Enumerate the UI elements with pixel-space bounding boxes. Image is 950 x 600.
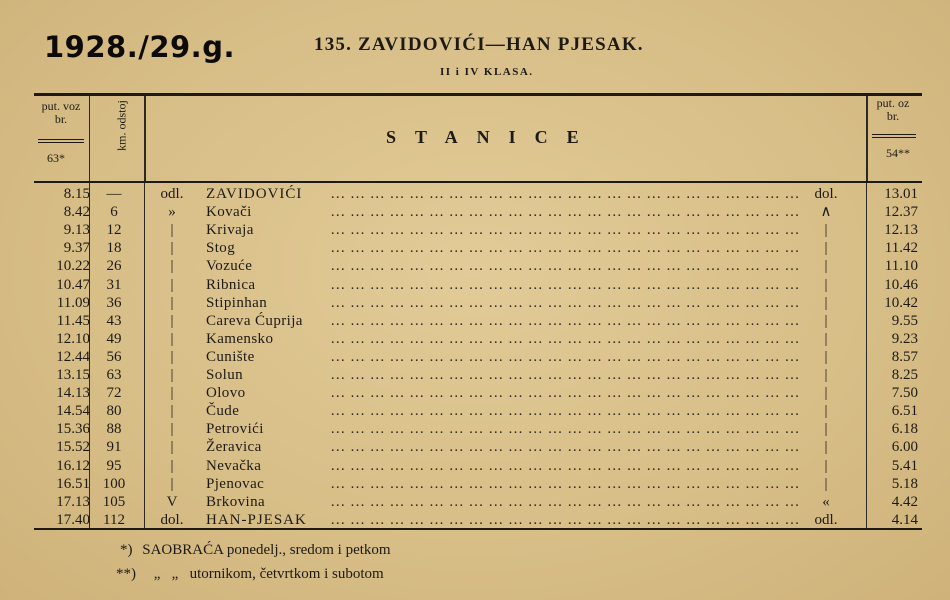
leader-dots: … … … … … … … … … … … … … … … … … … … … … … … … [330,240,800,257]
right-train-rule-2 [872,137,916,138]
return-mark: | [824,475,828,492]
leader-dots: … … … … … … … … … … … … … … … … … … … … … … … … [330,421,800,438]
departure-time: 17.40 [56,511,90,528]
header-divider-1 [89,96,90,181]
return-time: 9.23 [891,330,918,347]
km-distance: 63 [106,367,122,383]
km-distance: 100 [102,475,126,492]
km-distance: 36 [106,294,122,311]
departure-mark: | [170,385,174,402]
departure-time: 17.13 [56,493,90,510]
return-time: 11.42 [884,240,918,257]
leader-dots: … … … … … … … … … … … … … … … … … … … … … … … … [330,276,800,293]
station-name: Vozuće [206,258,253,275]
station-name: Krivaja [206,222,254,239]
class-subtitle: II i IV KLASA. [440,66,534,78]
stations-heading: STANICE [386,127,598,147]
departure-mark: | [170,222,174,239]
departure-mark: | [170,421,174,438]
left-train-rule-2 [38,142,84,143]
return-mark: | [824,348,828,365]
leader-dots: … … … … … … … … … … … … … … … … … … … … … … … … [330,348,800,365]
footnote-1-text: SAOBRAĆA ponedelj., sredom i petkom [142,542,391,558]
timetable-row [0,294,950,312]
km-distance: 56 [106,348,122,365]
return-time: 12.13 [884,222,918,239]
leader-dots: … … … … … … … … … … … … … … … … … … … … … … … … [330,511,800,528]
timetable-row [0,475,950,493]
km-distance: 112 [103,511,125,528]
departure-time: 15.52 [56,439,90,456]
timetable-row [0,185,950,203]
right-train-number: 54** [886,146,910,160]
departure-mark: | [170,294,174,311]
departure-time: 10.47 [56,276,90,293]
return-mark: ∧ [820,204,832,221]
leader-dots: … … … … … … … … … … … … … … … … … … … … … … … … [330,294,800,311]
left-train-rule [38,139,84,140]
departure-mark: | [170,276,174,293]
return-mark: | [824,330,828,347]
return-mark: | [824,457,828,474]
leader-dots: … … … … … … … … … … … … … … … … … … … … … … … … [330,258,800,275]
timetable-row [0,348,950,366]
departure-time: 12.44 [56,348,90,365]
station-name: Olovo [206,385,246,402]
station-name: Kovači [206,204,252,221]
departure-mark: | [170,258,174,275]
timetable-row [0,330,950,348]
departure-mark: | [170,367,174,383]
departure-time: 8.42 [63,204,90,221]
departure-time: 12.10 [56,330,90,347]
km-distance: 72 [106,385,122,402]
km-distance: 95 [106,457,122,474]
return-time: 8.25 [891,367,918,383]
timetable-row [0,366,950,384]
departure-mark: » [168,204,176,221]
timetable-row [0,511,950,529]
station-name: Ribnica [206,276,256,293]
return-time: 6.18 [891,421,918,438]
timetable-row [0,203,950,221]
leader-dots: … … … … … … … … … … … … … … … … … … … … … … … … [330,439,800,456]
departure-time: 14.13 [56,385,90,402]
header-divider-3 [866,96,868,181]
station-name: Petrovići [206,421,264,438]
leader-dots: … … … … … … … … … … … … … … … … … … … … … … … … [330,457,800,474]
leader-dots: … … … … … … … … … … … … … … … … … … … … … … … … [330,312,800,329]
return-time: 6.00 [891,439,918,456]
return-time: 13.01 [884,186,918,202]
km-distance: 88 [106,421,122,438]
departure-time: 16.51 [56,475,90,492]
return-time: 5.41 [891,457,918,474]
timetable-row [0,276,950,294]
timetable-row [0,221,950,239]
departure-mark: V [166,493,178,510]
leader-dots: … … … … … … … … … … … … … … … … … … … … … … … … [330,204,800,221]
leader-dots: … … … … … … … … … … … … … … … … … … … … … … … … [330,222,800,239]
return-mark: | [824,385,828,402]
departure-mark: dol. [160,511,184,528]
return-time: 10.42 [884,294,918,311]
return-mark: dol. [814,186,838,202]
km-distance: 105 [102,493,126,510]
km-distance: 6 [110,204,118,221]
return-mark: | [824,312,828,329]
timetable-title: 135. ZAVIDOVIĆI—HAN PJESAK. [314,34,644,55]
return-mark: | [824,439,828,456]
departure-mark: | [170,439,174,456]
departure-time: 11.09 [56,294,90,311]
return-mark: | [824,403,828,420]
return-time: 4.42 [891,493,918,510]
return-time: 6.51 [891,403,918,420]
station-name: Stog [206,240,236,257]
return-mark: « [822,493,830,510]
return-time: 11.10 [884,258,918,275]
km-distance: — [106,186,122,202]
departure-time: 11.45 [56,312,90,329]
departure-time: 16.12 [56,457,90,474]
departure-time: 14.54 [56,403,90,420]
km-distance: 18 [106,240,122,257]
departure-time: 8.15 [63,186,90,202]
km-distance-label: km. odstoj [114,100,129,151]
departure-mark: | [170,403,174,420]
departure-time: 9.13 [63,222,90,239]
departure-mark: | [170,240,174,257]
leader-dots: … … … … … … … … … … … … … … … … … … … … … … … … [330,493,800,510]
return-mark: | [824,421,828,438]
departure-mark: odl. [160,186,184,202]
departure-mark: | [170,348,174,365]
timetable-row [0,312,950,330]
station-name: Solun [206,367,244,383]
departure-mark: | [170,475,174,492]
leader-dots: … … … … … … … … … … … … … … … … … … … … … … … … [330,330,800,347]
footnote-1-marker: *) [120,542,133,558]
departure-mark: | [170,330,174,347]
leader-dots: … … … … … … … … … … … … … … … … … … … … … … … … [330,186,800,202]
station-name: Careva Ćuprija [206,312,303,329]
timetable-row [0,384,950,402]
station-name: Cunište [206,348,255,365]
leader-dots: … … … … … … … … … … … … … … … … … … … … … … … … [330,403,800,420]
return-mark: | [824,222,828,239]
return-time: 9.55 [891,312,918,329]
station-name: Kamensko [206,330,274,347]
timetable-row [0,402,950,420]
return-mark: odl. [814,511,838,528]
timetable-row [0,420,950,438]
km-distance: 12 [106,222,122,239]
return-time: 10.46 [884,276,918,293]
station-name: Pjenovac [206,475,265,492]
return-time: 7.50 [891,385,918,402]
leader-dots: … … … … … … … … … … … … … … … … … … … … … … … … [330,367,800,383]
left-train-label: put. voz br. [41,99,81,126]
return-mark: | [824,240,828,257]
station-name: Nevačka [206,457,262,474]
header-top-rule [34,93,922,96]
departure-mark: | [170,312,174,329]
timetable-row [0,438,950,456]
station-name: ZAVIDOVIĆI [206,186,303,202]
station-name: Čude [206,403,240,420]
return-time: 5.18 [891,475,918,492]
footnote-2-marker: **) [116,566,136,582]
right-train-rule [872,134,916,135]
km-distance: 91 [106,439,122,456]
station-name: Stipinhan [206,294,268,311]
station-name: Brkovina [206,493,266,510]
departure-time: 9.37 [63,240,90,257]
km-distance: 26 [106,258,122,275]
right-train-label: put. oz br. [876,96,910,123]
return-mark: | [824,294,828,311]
return-time: 4.14 [891,511,918,528]
return-time: 12.37 [884,204,918,221]
return-mark: | [824,367,828,383]
leader-dots: … … … … … … … … … … … … … … … … … … … … … … … … [330,385,800,402]
km-distance: 43 [106,312,122,329]
timetable-row [0,239,950,257]
handwritten-year-note: 1928./29.g. [44,30,235,64]
return-mark: | [824,258,828,275]
departure-time: 13.15 [56,367,90,383]
return-time: 8.57 [891,348,918,365]
return-mark: | [824,276,828,293]
station-name: Žeravica [206,439,262,456]
departure-time: 10.22 [56,258,90,275]
timetable-row [0,493,950,511]
departure-time: 15.36 [56,421,90,438]
km-distance: 49 [106,330,122,347]
footnote-1 [120,542,391,559]
header-bottom-rule [34,181,922,183]
km-distance: 80 [106,403,122,420]
km-distance: 31 [106,276,122,293]
header-divider-2 [144,96,146,181]
station-name: HAN-PJESAK [206,511,307,528]
timetable-row [0,257,950,275]
timetable-row [0,457,950,475]
left-train-number: 63* [47,151,65,165]
leader-dots: … … … … … … … … … … … … … … … … … … … … … … … … [330,475,800,492]
footnote-2-text: „ „ utornikom, četvrtkom i subotom [153,566,384,582]
departure-mark: | [170,457,174,474]
footnote-2 [116,566,384,583]
